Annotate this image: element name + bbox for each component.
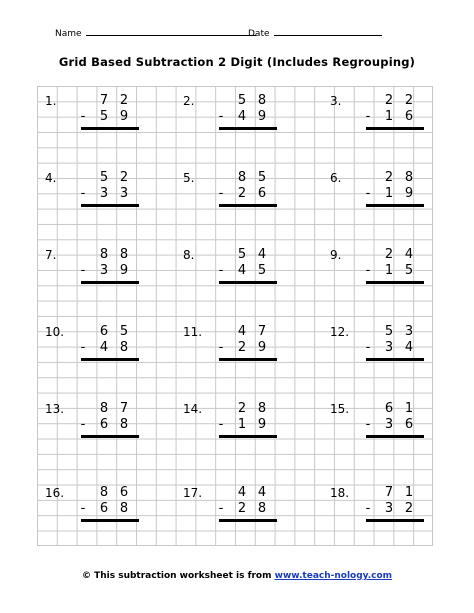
subtrahend-digit: 9: [257, 340, 267, 355]
subtrahend-digit: 3: [119, 186, 129, 201]
problem-number: 14.: [183, 402, 203, 416]
minuend-digit: 7: [384, 485, 394, 500]
minuend-digit: 7: [99, 93, 109, 108]
subtrahend-digit: 9: [257, 109, 267, 124]
date-label: Date: [248, 29, 270, 39]
minuend-digit: 8: [257, 93, 267, 108]
footer-credit: [0, 571, 474, 581]
problem-number: 18.: [330, 486, 350, 500]
answer-bar: [81, 127, 139, 130]
subtrahend-digit: 5: [404, 263, 414, 278]
minuend-digit: 5: [237, 93, 247, 108]
answer-bar: [366, 127, 424, 130]
problem-11: [183, 325, 303, 375]
subtrahend-digit: 8: [119, 417, 129, 432]
footer-link[interactable]: www.teach-nology.com: [274, 571, 393, 581]
problem-1: [45, 94, 165, 144]
subtrahend-digit: 3: [384, 501, 394, 516]
footer-text: © This subtraction worksheet is from: [81, 571, 275, 581]
answer-bar: [219, 358, 277, 361]
answer-bar: [81, 519, 139, 522]
subtrahend-digit: 2: [237, 501, 247, 516]
minus-sign: -: [80, 417, 86, 432]
name-field: [55, 27, 256, 39]
subtrahend-digit: 9: [257, 417, 267, 432]
minus-sign: -: [365, 340, 371, 355]
minuend-digit: 2: [237, 401, 247, 416]
answer-bar: [81, 281, 139, 284]
subtrahend-digit: 3: [99, 263, 109, 278]
subtrahend-digit: 9: [119, 109, 129, 124]
subtrahend-digit: 5: [99, 109, 109, 124]
minuend-digit: 8: [404, 170, 414, 185]
minuend-digit: 1: [404, 401, 414, 416]
problem-number: 2.: [183, 94, 195, 108]
subtrahend-digit: 8: [257, 501, 267, 516]
minuend-digit: 4: [257, 247, 267, 262]
minuend-digit: 5: [384, 324, 394, 339]
subtrahend-digit: 1: [237, 417, 247, 432]
minus-sign: -: [80, 109, 86, 124]
subtrahend-digit: 1: [384, 186, 394, 201]
minuend-digit: 7: [257, 324, 267, 339]
problem-number: 7.: [45, 248, 57, 262]
minus-sign: -: [80, 501, 86, 516]
answer-bar: [219, 204, 277, 207]
name-label: Name: [55, 29, 82, 39]
minuend-digit: 3: [404, 324, 414, 339]
problem-number: 15.: [330, 402, 350, 416]
problem-17: [183, 486, 303, 536]
subtrahend-digit: 4: [237, 263, 247, 278]
answer-bar: [219, 519, 277, 522]
subtrahend-digit: 8: [119, 340, 129, 355]
minuend-digit: 2: [404, 93, 414, 108]
answer-bar: [81, 358, 139, 361]
date-field: [248, 27, 382, 39]
problem-14: [183, 402, 303, 452]
minuend-digit: 4: [404, 247, 414, 262]
subtrahend-digit: 6: [99, 501, 109, 516]
subtrahend-digit: 3: [99, 186, 109, 201]
problem-2: [183, 94, 303, 144]
answer-bar: [366, 435, 424, 438]
minuend-digit: 7: [119, 401, 129, 416]
minuend-digit: 8: [119, 247, 129, 262]
subtrahend-digit: 3: [384, 340, 394, 355]
minuend-digit: 2: [119, 93, 129, 108]
subtrahend-digit: 6: [404, 109, 414, 124]
problem-8: [183, 248, 303, 298]
minuend-digit: 8: [237, 170, 247, 185]
minuend-digit: 8: [99, 247, 109, 262]
answer-bar: [81, 204, 139, 207]
minus-sign: -: [218, 186, 224, 201]
minuend-digit: 2: [384, 93, 394, 108]
subtrahend-digit: 6: [99, 417, 109, 432]
minuend-digit: 1: [404, 485, 414, 500]
minuend-digit: 5: [237, 247, 247, 262]
answer-bar: [366, 281, 424, 284]
subtrahend-digit: 9: [404, 186, 414, 201]
problem-number: 4.: [45, 171, 57, 185]
minus-sign: -: [365, 263, 371, 278]
minuend-digit: 4: [257, 485, 267, 500]
subtrahend-digit: 4: [404, 340, 414, 355]
problem-number: 13.: [45, 402, 65, 416]
problem-16: [45, 486, 165, 536]
problem-5: [183, 171, 303, 221]
answer-bar: [219, 281, 277, 284]
answer-bar: [366, 519, 424, 522]
worksheet-title: Grid Based Subtraction 2 Digit (Includes Regrouping): [58, 55, 416, 69]
answer-bar: [219, 435, 277, 438]
subtrahend-digit: 5: [257, 263, 267, 278]
subtrahend-digit: 6: [257, 186, 267, 201]
problem-number: 17.: [183, 486, 203, 500]
problem-number: 3.: [330, 94, 342, 108]
problem-number: 1.: [45, 94, 57, 108]
minuend-digit: 4: [237, 324, 247, 339]
minus-sign: -: [218, 263, 224, 278]
minuend-digit: 8: [257, 401, 267, 416]
problem-number: 10.: [45, 325, 65, 339]
problem-number: 12.: [330, 325, 350, 339]
minus-sign: -: [218, 109, 224, 124]
subtrahend-digit: 4: [99, 340, 109, 355]
date-blank-line: [274, 27, 382, 36]
minuend-digit: 4: [237, 485, 247, 500]
subtrahend-digit: 3: [384, 417, 394, 432]
subtrahend-digit: 1: [384, 109, 394, 124]
problem-number: 8.: [183, 248, 195, 262]
minuend-digit: 2: [384, 247, 394, 262]
problem-number: 5.: [183, 171, 195, 185]
subtrahend-digit: 2: [404, 501, 414, 516]
problem-number: 9.: [330, 248, 342, 262]
problem-18: [330, 486, 450, 536]
minus-sign: -: [218, 340, 224, 355]
subtrahend-digit: 1: [384, 263, 394, 278]
minus-sign: -: [365, 186, 371, 201]
minus-sign: -: [218, 417, 224, 432]
problem-15: [330, 402, 450, 452]
minuend-digit: 5: [119, 324, 129, 339]
minus-sign: -: [365, 109, 371, 124]
minuend-digit: 6: [384, 401, 394, 416]
subtrahend-digit: 9: [119, 263, 129, 278]
problem-9: [330, 248, 450, 298]
subtrahend-digit: 6: [404, 417, 414, 432]
answer-bar: [81, 435, 139, 438]
problem-12: [330, 325, 450, 375]
minuend-digit: 8: [99, 401, 109, 416]
minuend-digit: 6: [119, 485, 129, 500]
minus-sign: -: [80, 340, 86, 355]
minuend-digit: 5: [99, 170, 109, 185]
minuend-digit: 6: [99, 324, 109, 339]
minus-sign: -: [218, 501, 224, 516]
problem-number: 6.: [330, 171, 342, 185]
problem-number: 16.: [45, 486, 65, 500]
subtrahend-digit: 4: [237, 109, 247, 124]
minuend-digit: 2: [119, 170, 129, 185]
grid-paper: [37, 86, 433, 546]
minus-sign: -: [365, 501, 371, 516]
problem-6: [330, 171, 450, 221]
answer-bar: [219, 127, 277, 130]
answer-bar: [366, 358, 424, 361]
problem-10: [45, 325, 165, 375]
problem-7: [45, 248, 165, 298]
minus-sign: -: [80, 186, 86, 201]
subtrahend-digit: 8: [119, 501, 129, 516]
subtrahend-digit: 2: [237, 186, 247, 201]
problem-3: [330, 94, 450, 144]
minuend-digit: 2: [384, 170, 394, 185]
answer-bar: [366, 204, 424, 207]
problem-4: [45, 171, 165, 221]
minus-sign: -: [80, 263, 86, 278]
problem-number: 11.: [183, 325, 203, 339]
minus-sign: -: [365, 417, 371, 432]
subtrahend-digit: 2: [237, 340, 247, 355]
minuend-digit: 5: [257, 170, 267, 185]
problem-13: [45, 402, 165, 452]
minuend-digit: 8: [99, 485, 109, 500]
name-blank-line: [86, 27, 256, 36]
